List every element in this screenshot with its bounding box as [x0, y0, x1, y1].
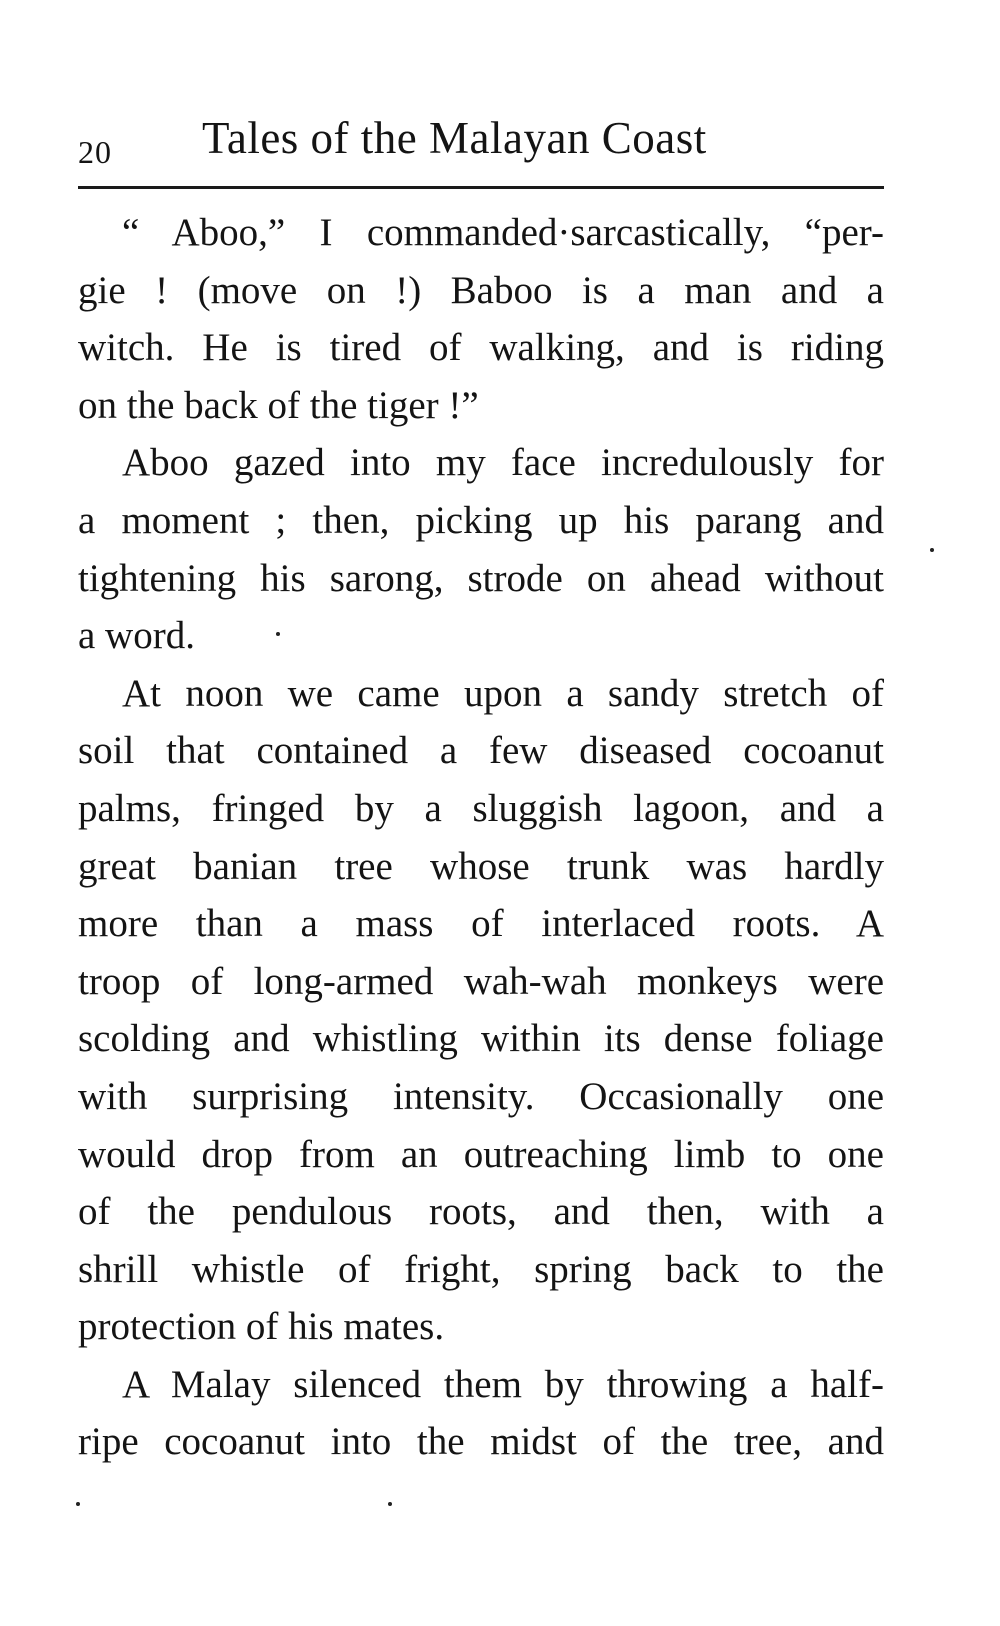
- text-line: troop of long-armed wah-wah monkeys were: [78, 959, 884, 1003]
- text-line: with surprising intensity. Occasionally one: [78, 1074, 884, 1118]
- text-line: shrill whistle of fright, spring back to the: [78, 1247, 884, 1291]
- running-title: Tales of the Malayan Coast: [202, 113, 707, 163]
- text-line: on the back of the tiger !”: [78, 383, 479, 427]
- print-speck: [930, 548, 934, 552]
- paragraph-1: [78, 204, 884, 434]
- text-line: Aboo gazed into my face incredulously for: [122, 441, 884, 485]
- text-line: great banian tree whose trunk was hardly: [78, 844, 884, 888]
- print-speck: [76, 1502, 80, 1506]
- text-line: gie ! (move on !) Baboo is a man and a: [78, 268, 884, 312]
- text-line: a word.: [78, 614, 195, 658]
- text-line: witch. He is tired of walking, and is riding: [78, 326, 884, 370]
- paragraph-3: [78, 665, 884, 1356]
- text-line: a moment ; then, picking up his parang and: [78, 498, 884, 542]
- print-speck: [388, 1502, 392, 1506]
- page-number: 20: [78, 134, 112, 170]
- text-line: “ Aboo,” I commanded·sarcastically, “per-: [122, 211, 884, 254]
- text-line: At noon we came upon a sandy stretch of: [122, 671, 884, 715]
- page-header: [78, 112, 884, 176]
- text-line: more than a mass of interlaced roots. A: [78, 902, 884, 946]
- header-rule: [78, 186, 884, 189]
- text-line: soil that contained a few diseased cocoanut: [78, 729, 884, 773]
- print-speck: [276, 632, 280, 636]
- paragraph-4: [78, 1356, 884, 1471]
- text-line: of the pendulous roots, and then, with a: [78, 1190, 884, 1234]
- text-line: A Malay silenced them by throwing a half-: [122, 1362, 884, 1406]
- text-line: protection of his mates.: [78, 1305, 445, 1349]
- text-line: palms, fringed by a sluggish lagoon, and a: [78, 786, 884, 830]
- paragraph-2: [78, 434, 884, 664]
- text-line: would drop from an outreaching limb to one: [78, 1132, 884, 1176]
- body-text: [78, 204, 884, 1471]
- text-line: scolding and whistling within its dense foliage: [78, 1017, 884, 1061]
- text-line: ripe cocoanut into the midst of the tree, and: [78, 1420, 884, 1464]
- text-line: tightening his sarong, strode on ahead without: [78, 556, 884, 600]
